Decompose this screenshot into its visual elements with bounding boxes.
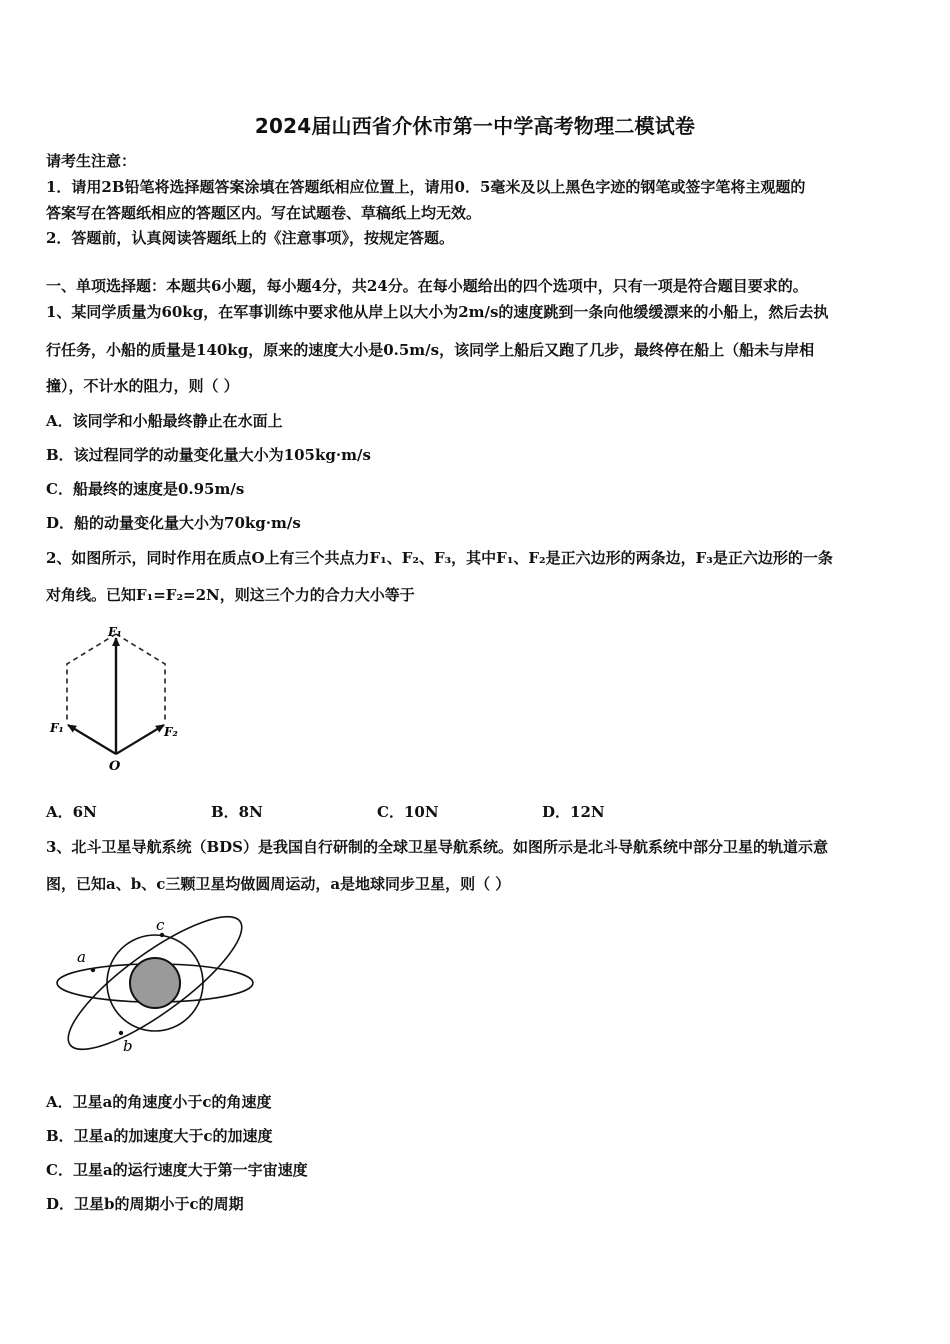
- label-origin: O: [109, 759, 121, 774]
- label-top-force: F₁: [108, 625, 122, 639]
- section-heading: 一、单项选择题：本题共6小题，每小题4分，共24分。在每小题给出的四个选项中，只有一项是符合题目要求的。: [46, 277, 808, 295]
- label-right-force: F₂: [164, 725, 178, 739]
- q1-option-a: A．该同学和小船最终静止在水面上: [46, 412, 283, 430]
- notice-item-2: 2．答题前，认真阅读答题纸上的《注意事项》，按规定答题。: [46, 229, 454, 247]
- q3-option-c: C．卫星a的运行速度大于第一宇宙速度: [46, 1161, 308, 1179]
- q2-option-b: B．8N: [211, 803, 263, 821]
- force-f2-arrow: [116, 725, 164, 754]
- force-f1-arrow: [68, 725, 116, 754]
- q1-stem-line-3: 撞），不计水的阻力，则（ ）: [46, 377, 239, 395]
- q1-option-c: C．船最终的速度是0.95m/s: [46, 480, 245, 498]
- notice-item-1-line-2: 答案写在答题纸相应的答题区内。写在试题卷、草稿纸上均无效。: [46, 204, 482, 222]
- q2-option-a: A．6N: [46, 803, 97, 821]
- q1-stem-line-2: 行任务，小船的质量是140kg，原来的速度大小是0.5m/s，该同学上船后又跑了几步，最终停在船上（船未与岸相: [46, 341, 815, 359]
- q1-stem-line-1: 1、某同学质量为60kg，在军事训练中要求他从岸上以大小为2m/s的速度跳到一条向他缓缓漂来的小船上，然后去执: [46, 303, 829, 321]
- satellite-orbit-diagram: [55, 912, 265, 1062]
- q2-option-d: D．12N: [542, 803, 605, 821]
- q3-option-b: B．卫星a的加速度大于c的加速度: [46, 1127, 273, 1145]
- q2-stem-line-2: 对角线。已知F₁=F₂=2N，则这三个力的合力大小等于: [46, 586, 415, 604]
- q1-option-d: D．船的动量变化量大小为70kg·m/s: [46, 514, 301, 532]
- q2-option-c: C．10N: [377, 803, 439, 821]
- satellite-b: [119, 1031, 123, 1035]
- label-a: a: [77, 948, 86, 966]
- hexagon-force-diagram: [40, 618, 200, 774]
- q3-stem-line-1: 3、北斗卫星导航系统（BDS）是我国自行研制的全球卫星导航系统。如图所示是北斗导航系统中部分卫星的轨道示意: [46, 838, 828, 856]
- label-left-force: F₁: [50, 721, 64, 735]
- page-title: 2024届山西省介休市第一中学高考物理二模试卷: [254, 114, 696, 138]
- notice-item-1-line-1: 1．请用2B铅笔将选择题答案涂填在答题纸相应位置上，请用0．5毫米及以上黑色字迹的钢笔或签字笔将主观题的: [46, 178, 806, 196]
- q3-option-d: D．卫星b的周期小于c的周期: [46, 1195, 244, 1213]
- label-c: c: [156, 916, 165, 934]
- notice-heading: 请考生注意：: [46, 152, 137, 170]
- q1-option-b: B．该过程同学的动量变化量大小为105kg·m/s: [46, 446, 371, 464]
- q3-stem-line-2: 图，已知a、b、c三颗卫星均做圆周运动，a是地球同步卫星，则（ ）: [46, 875, 511, 893]
- earth: [130, 958, 180, 1008]
- q2-stem-line-1: 2、如图所示，同时作用在质点O上有三个共点力F₁、F₂、F₃，其中F₁、F₂是正六边形的两条边，F₃是正六边形的一条: [46, 549, 833, 567]
- satellite-a: [91, 968, 95, 972]
- label-b: b: [123, 1037, 133, 1055]
- q3-option-a: A．卫星a的角速度小于c的角速度: [46, 1093, 272, 1111]
